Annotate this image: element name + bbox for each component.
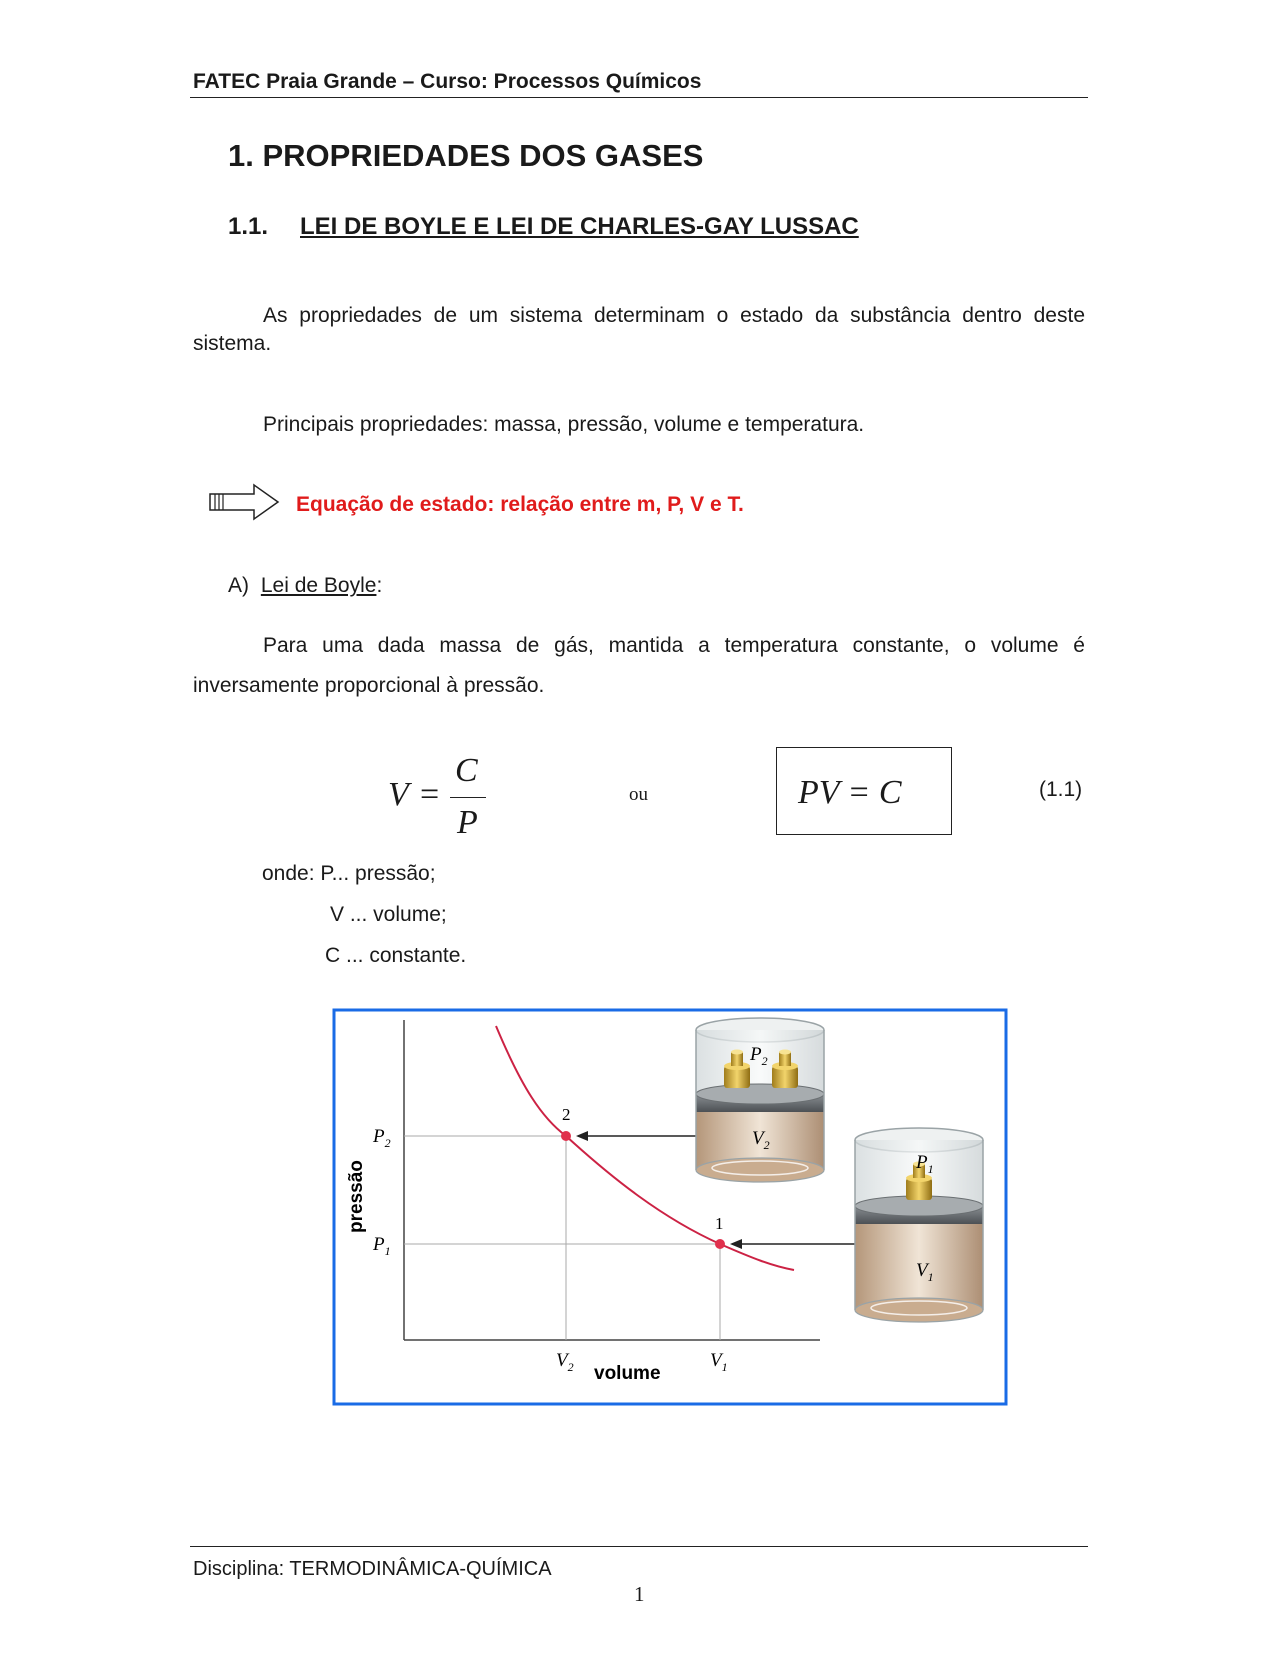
boyle-label: A) xyxy=(228,574,249,597)
tick-v2: $V_2$ xyxy=(556,1350,574,1374)
formula-denominator: P xyxy=(457,804,478,841)
intro-paragraph-1: As propriedades de um sistema determinam o estado da substância dentro deste sistema. xyxy=(193,304,1085,355)
boyle-colon: : xyxy=(376,574,383,597)
header-rule xyxy=(190,97,1088,98)
footer-rule xyxy=(190,1546,1088,1547)
definition-constant: C ... constante. xyxy=(325,944,467,967)
subsection-title: LEI DE BOYLE E LEI DE CHARLES-GAY LUSSAC xyxy=(300,213,859,240)
footer-discipline: Disciplina: TERMODINÂMICA-QUÍMICA xyxy=(193,1558,552,1580)
boyle-description: Para uma dada massa de gás, mantida a temperatura constante, o volume é inversamente proporcional à pressão. xyxy=(193,634,1085,697)
cyl1-pressure-label: $P_1$ xyxy=(916,1152,934,1176)
equation-number: (1.1) xyxy=(1039,778,1083,801)
subsection-number: 1.1. xyxy=(228,213,269,240)
arrow-icon xyxy=(208,482,282,522)
cyl1-volume-label: $V_1$ xyxy=(916,1260,934,1284)
page-number: 1 xyxy=(634,1582,645,1606)
x-axis-title: volume xyxy=(594,1363,661,1384)
boyle-diagram xyxy=(332,1008,1008,1406)
formula-equals: = xyxy=(420,776,440,813)
intro-paragraph-2: Principais propriedades: massa, pressão, volume e temperatura. xyxy=(263,413,865,436)
point-1 xyxy=(715,1239,725,1249)
formula-lhs: V xyxy=(388,776,409,813)
formula-right: PV = C xyxy=(798,774,902,811)
state-equation-highlight: Equação de estado: relação entre m, P, V e T. xyxy=(296,493,744,516)
tick-v1: $V_1$ xyxy=(710,1350,728,1374)
formula-numerator: C xyxy=(455,752,478,789)
boyle-heading xyxy=(228,574,382,598)
tick-p2: $P_2$ xyxy=(373,1126,391,1150)
point-2 xyxy=(561,1131,571,1141)
cyl2-volume-label: $V_2$ xyxy=(752,1128,770,1152)
definition-volume: V ... volume; xyxy=(330,903,447,926)
cyl2-pressure-label: $P_2$ xyxy=(750,1044,768,1068)
cylinder-2 xyxy=(696,1018,824,1182)
definition-pressure: onde: P... pressão; xyxy=(262,862,436,885)
point-2-label: 2 xyxy=(562,1105,571,1124)
tick-p1: $P_1$ xyxy=(373,1234,391,1258)
boyle-title: Lei de Boyle xyxy=(260,574,377,597)
point-1-label: 1 xyxy=(715,1214,724,1233)
y-axis-title: pressão xyxy=(346,1160,367,1233)
header-title: FATEC Praia Grande – Curso: Processos Químicos xyxy=(193,70,702,93)
formula-connector: ou xyxy=(629,784,648,805)
fraction-bar xyxy=(450,797,486,798)
section-title: 1. PROPRIEDADES DOS GASES xyxy=(228,138,704,173)
